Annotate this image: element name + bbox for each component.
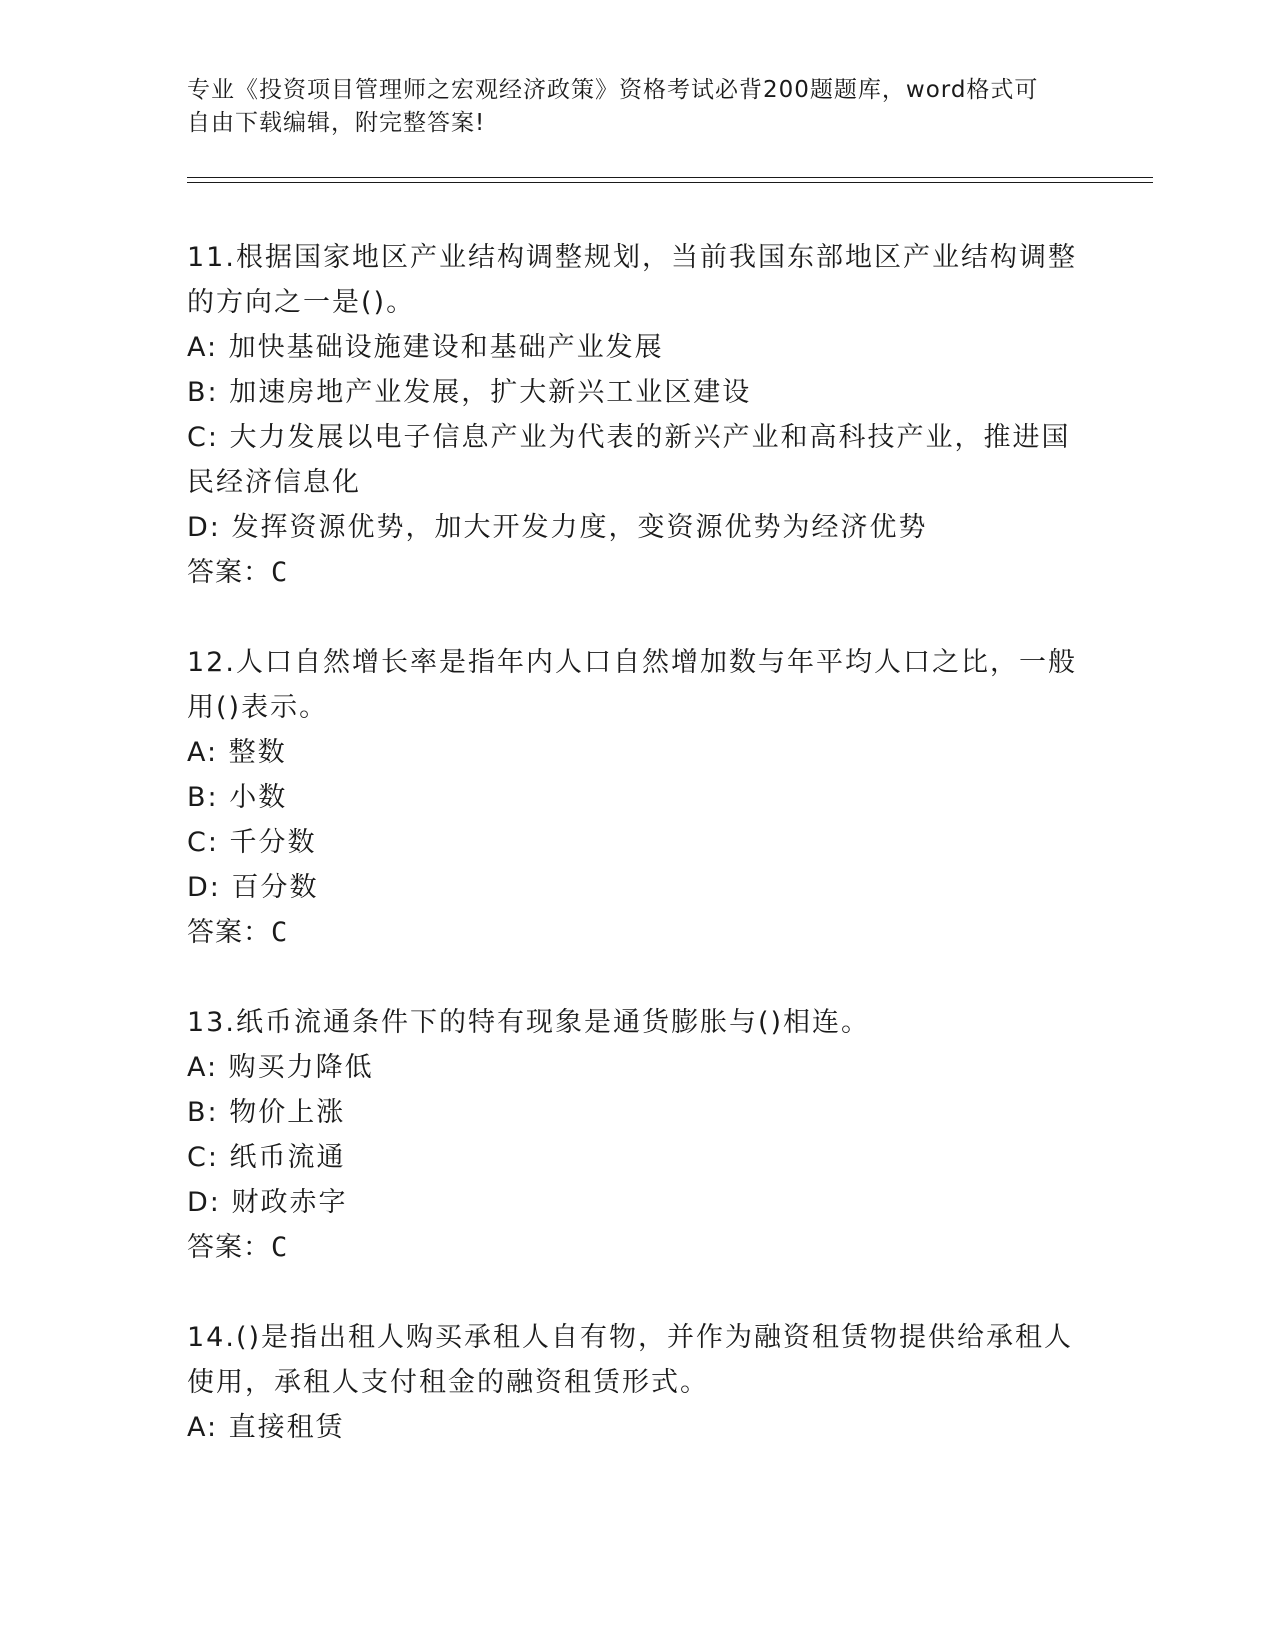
question-stem-line: 12.人口自然增长率是指年内人口自然增加数与年平均人口之比，一般 (187, 647, 1077, 678)
option-a: A: 直接租赁 (187, 1412, 345, 1443)
option-c: C: 千分数 (187, 827, 317, 858)
option-a: A: 购买力降低 (187, 1052, 374, 1083)
header-line-2: 自由下载编辑，附完整答案! (187, 110, 486, 136)
question-stem-line: 使用，承租人支付租金的融资租赁形式。 (187, 1367, 709, 1398)
option-d: D: 财政赤字 (187, 1187, 348, 1218)
question-list (187, 235, 1077, 1495)
answer-label: 答案： (187, 917, 271, 948)
option-c: C: 纸币流通 (187, 1142, 346, 1173)
option-b: B: 加速房地产业发展，扩大新兴工业区建设 (187, 377, 752, 408)
question-11 (187, 235, 1077, 595)
option-c: C: 大力发展以电子信息产业为代表的新兴产业和高科技产业，推进国 (187, 422, 1071, 453)
question-stem-line: 13.纸币流通条件下的特有现象是通货膨胀与()相连。 (187, 1007, 871, 1038)
answer-label: 答案： (187, 557, 271, 588)
answer-line (187, 910, 1077, 955)
question-stem-line: 14.()是指出租人购买承租人自有物，并作为融资租赁物提供给承租人 (187, 1322, 1074, 1353)
option-d: D: 百分数 (187, 872, 319, 903)
question-stem-line: 的方向之一是()。 (187, 287, 416, 318)
option-a: A: 整数 (187, 737, 287, 768)
header-divider-bottom (187, 182, 1153, 183)
header-divider-top (187, 177, 1153, 178)
answer-value: C (271, 917, 289, 948)
option-b: B: 物价上涨 (187, 1097, 346, 1128)
question-stem-line: 11.根据国家地区产业结构调整规划，当前我国东部地区产业结构调整 (187, 242, 1077, 273)
option-c-continued: 民经济信息化 (187, 467, 361, 498)
option-b: B: 小数 (187, 782, 288, 813)
answer-value: C (271, 1232, 289, 1263)
document-header (187, 74, 1067, 140)
question-14 (187, 1315, 1077, 1450)
option-a: A: 加快基础设施建设和基础产业发展 (187, 332, 664, 363)
answer-line (187, 1225, 1077, 1270)
answer-line (187, 550, 1077, 595)
question-12 (187, 640, 1077, 955)
question-13 (187, 1000, 1077, 1270)
answer-label: 答案： (187, 1232, 271, 1263)
question-stem-line: 用()表示。 (187, 692, 329, 723)
answer-value: C (271, 557, 289, 588)
header-line-1: 专业《投资项目管理师之宏观经济政策》资格考试必背200题题库，word格式可 (187, 77, 1039, 103)
option-d: D: 发挥资源优势，加大开发力度，变资源优势为经济优势 (187, 512, 928, 543)
